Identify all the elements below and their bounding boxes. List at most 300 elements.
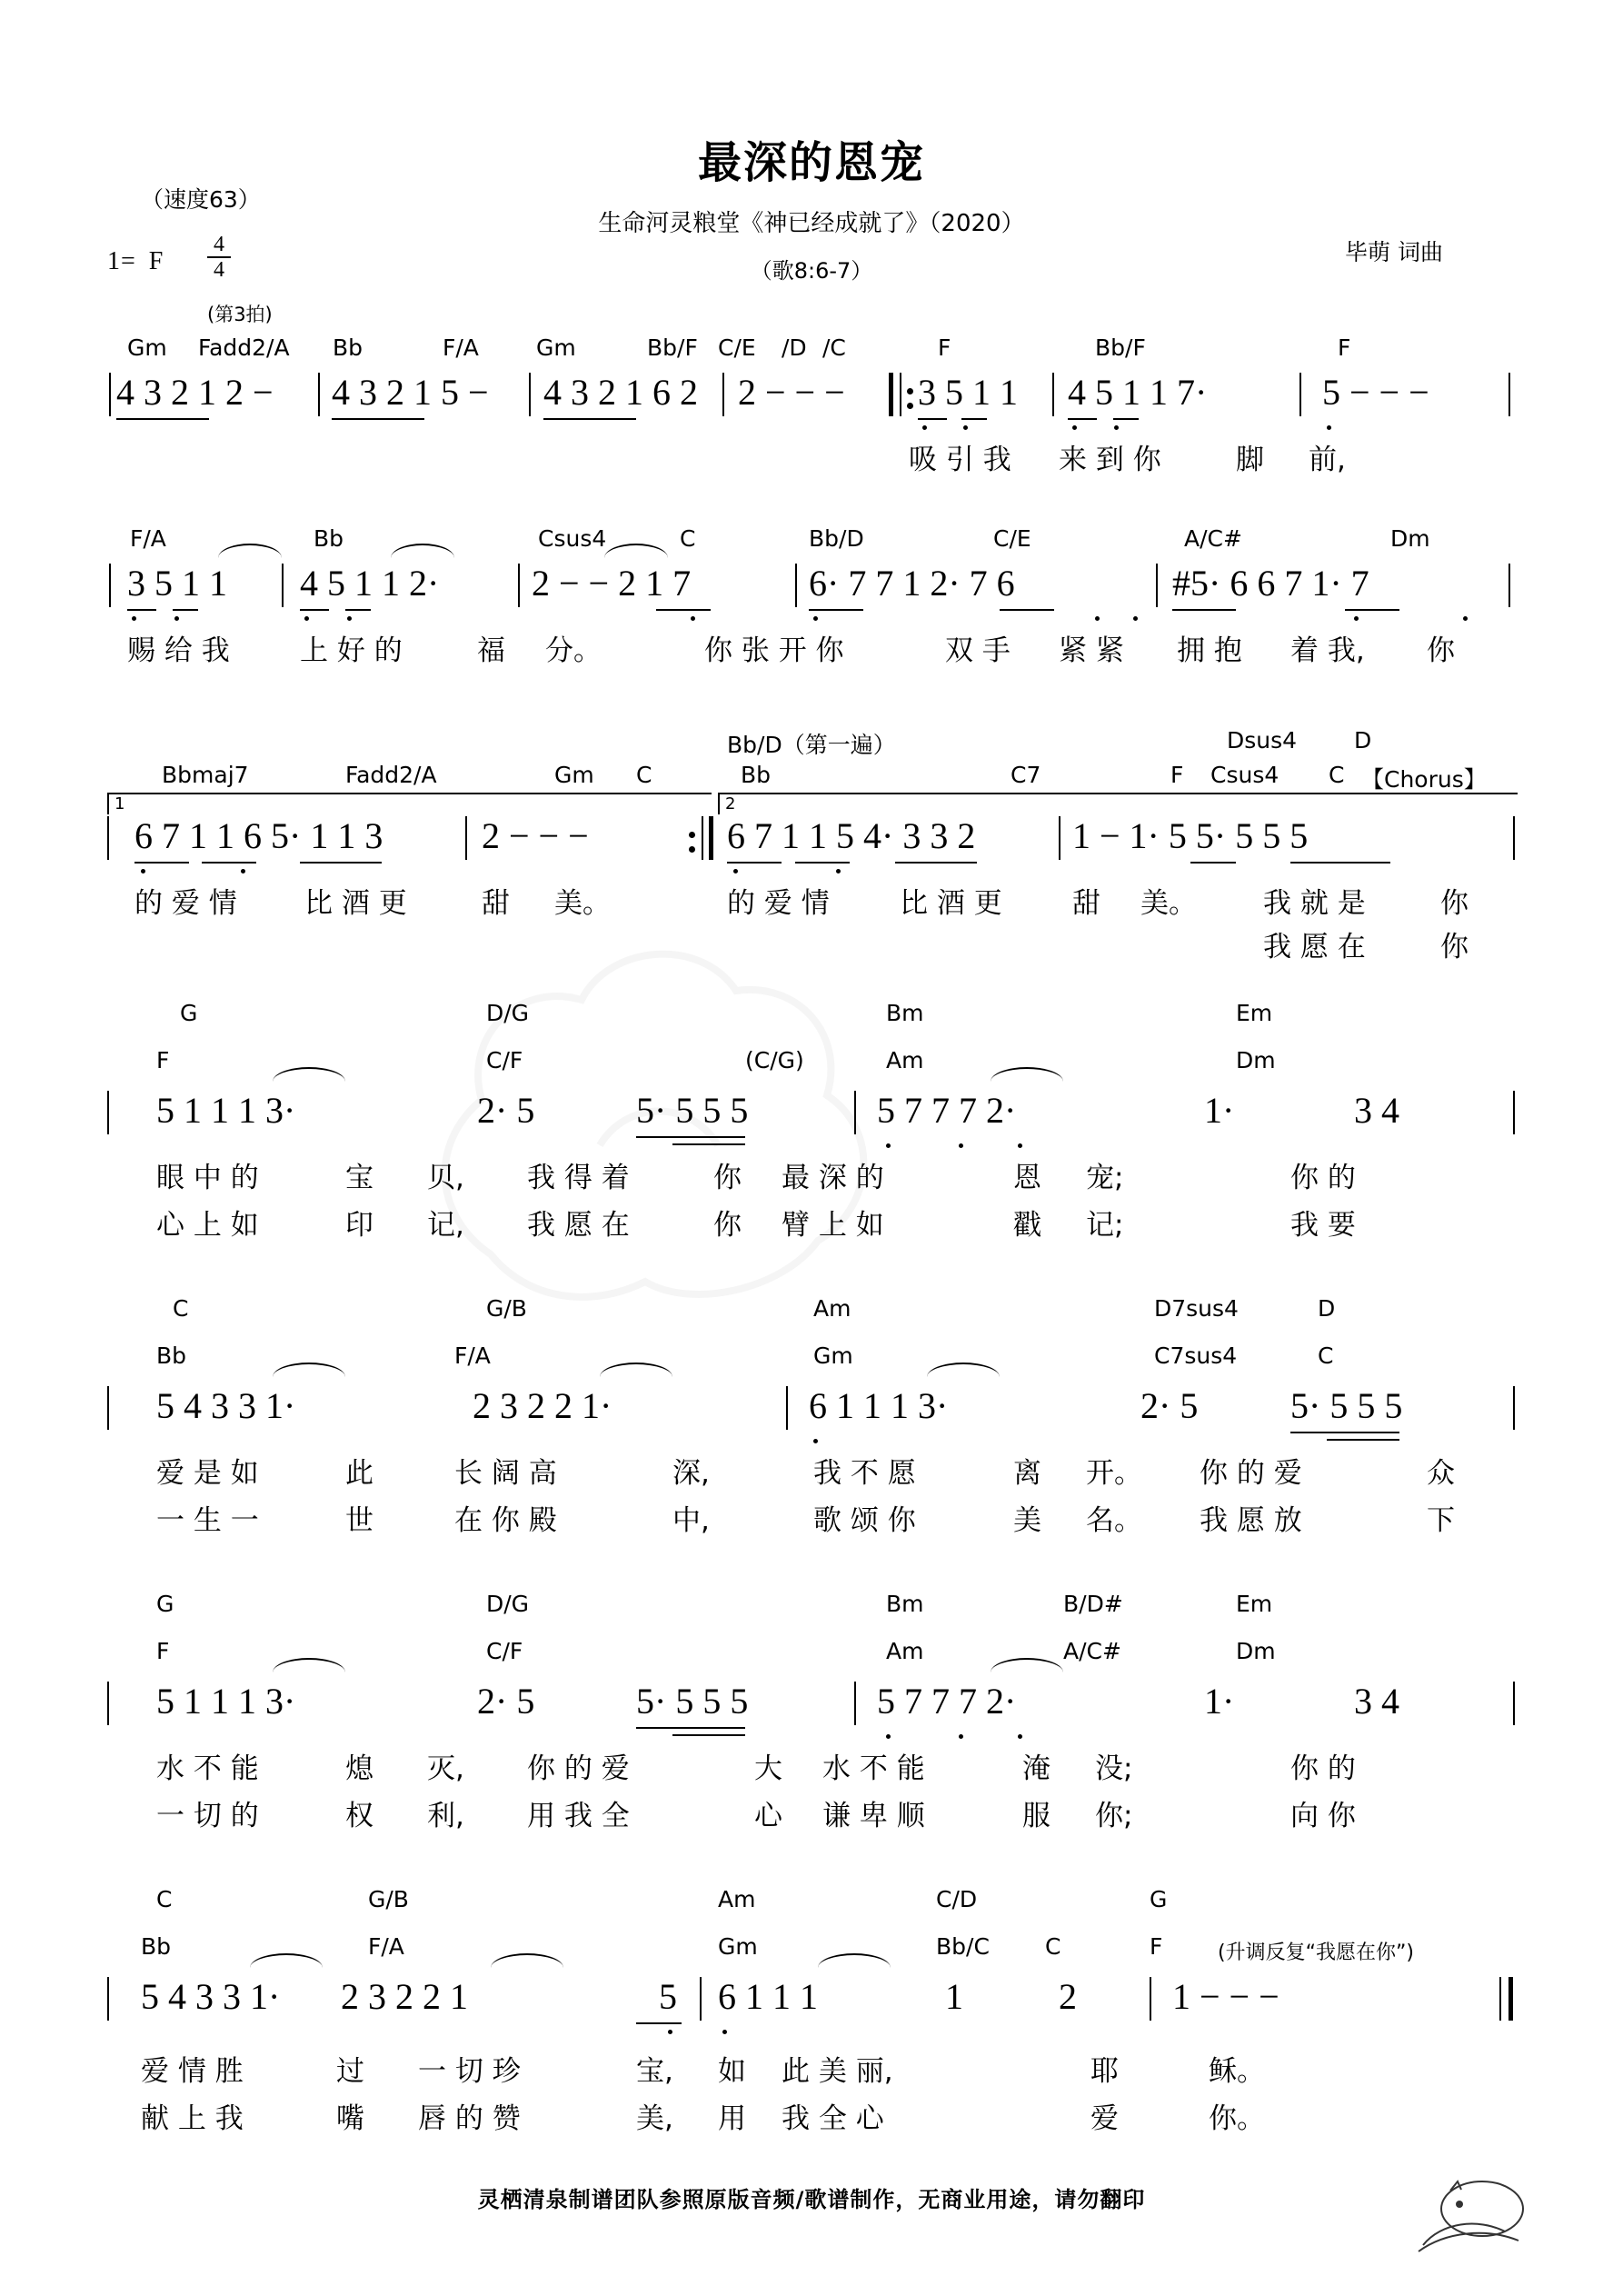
meter-denominator: 4 (214, 258, 224, 282)
chord: Csus4 (1210, 762, 1279, 788)
note-group: 5 1 1 1 3· (156, 1090, 296, 1131)
lyric: 恩 (1013, 1162, 1041, 1194)
lyric: 贝, (427, 1162, 464, 1194)
lyric-row (0, 436, 1623, 480)
note-group: 2 − − 2 1 7 (532, 563, 692, 604)
lyric: 水 不 能 (822, 1752, 925, 1785)
lyric: 我 愿 放 (1200, 1504, 1302, 1537)
chord: /D (782, 334, 807, 361)
lyric: 甜 (482, 887, 510, 920)
slur (273, 1067, 345, 1082)
lyric-row-2 (0, 1202, 1623, 1245)
beam (173, 609, 198, 611)
chord: F (156, 1638, 170, 1664)
note-group: 5 1 1 1 3· (156, 1681, 296, 1722)
slur (250, 1953, 323, 1968)
footer-credit: 灵栖清泉制谱团队参照原版音频/歌谱制作，无商业用途，请勿翻印 (477, 2187, 1146, 2212)
barline (318, 373, 320, 416)
barline (282, 564, 284, 607)
lyric: 没; (1095, 1752, 1133, 1785)
beam (332, 418, 424, 420)
chord: B/D# (1063, 1591, 1123, 1617)
barline (1299, 373, 1301, 416)
barline (109, 373, 111, 416)
lyric: 美。 (1140, 887, 1197, 920)
beam (672, 1143, 745, 1145)
chord: C/E (993, 525, 1031, 552)
beam (202, 862, 256, 863)
system-1 (0, 334, 1623, 476)
repeat-dots (907, 380, 913, 417)
lyric: 众 (1427, 1457, 1455, 1490)
barline (1059, 816, 1060, 860)
ending-2-tick (718, 793, 720, 814)
lyric: 下 (1427, 1504, 1455, 1537)
note-row (0, 1384, 1623, 1437)
lyric: 赐 给 我 (127, 634, 230, 667)
lyric: 爱 (1090, 2102, 1119, 2135)
chord: C/E (718, 334, 756, 361)
chord: D (1354, 727, 1372, 754)
chord: C (173, 1295, 189, 1322)
lyric: 的 爱 情 (134, 887, 237, 920)
lyric: 世 (345, 1504, 373, 1537)
lyric: 歌 颂 你 (813, 1504, 916, 1537)
chord: G (156, 1591, 174, 1617)
lyric: 拥 抱 (1177, 634, 1242, 667)
repeat-barline (900, 373, 901, 416)
chord: D7sus4 (1154, 1295, 1239, 1322)
lyric-row-1 (0, 1154, 1623, 1198)
lyric: 眼 中 的 (156, 1162, 259, 1194)
chord: /C (822, 334, 846, 361)
beam (656, 609, 711, 611)
note-group: 4 5 1 1 7· (1068, 372, 1208, 413)
beam (636, 1136, 745, 1138)
lyric: 的 爱 情 (727, 887, 830, 920)
lyric: 你 的 爱 (1200, 1457, 1302, 1490)
chord-row-lower (0, 1047, 1623, 1078)
octave-dot (141, 869, 145, 873)
lyric: 比 酒 更 (900, 887, 1002, 920)
octave-dot (886, 1143, 891, 1148)
chord: F/A (130, 525, 166, 552)
octave-dot (886, 1734, 891, 1739)
chord-row-lower (0, 1638, 1623, 1669)
chord: Bb/F (647, 334, 698, 361)
chord: G/B (486, 1295, 527, 1322)
lyric: 你; (1095, 1800, 1133, 1832)
lyric: 记, (427, 1209, 464, 1242)
barline (1513, 1682, 1515, 1725)
chord: F (156, 1047, 170, 1073)
note-group: 3 4 (1354, 1090, 1399, 1131)
lyric: 分。 (545, 634, 602, 667)
lyric: 记; (1086, 1209, 1124, 1242)
chord: Bm (886, 1000, 924, 1026)
barline (786, 1386, 788, 1430)
time-signature (207, 235, 231, 280)
chord: Bb (141, 1933, 172, 1960)
repeat-dots (689, 824, 695, 861)
octave-dot (1463, 616, 1468, 621)
note-row (0, 1680, 1623, 1732)
lyric: 淹 (1022, 1752, 1050, 1785)
ending-2-label: 2 (725, 794, 736, 814)
lyric: 用 我 全 (527, 1800, 630, 1832)
octave-dot (813, 616, 818, 621)
octave-dot (691, 616, 695, 621)
tempo-marking: （速度63） (141, 186, 261, 213)
beam (1327, 1439, 1399, 1441)
slur (600, 1363, 672, 1377)
lyric: 你 (1440, 887, 1469, 920)
octave-dot (722, 2030, 727, 2034)
final-barline (1499, 1977, 1501, 2021)
chord: Bm (886, 1591, 924, 1617)
barline (1513, 1091, 1515, 1134)
lyric: 中, (672, 1504, 710, 1537)
chord: Am (886, 1638, 924, 1664)
beam (1190, 862, 1236, 863)
octave-dot (174, 616, 179, 621)
barline (465, 816, 467, 860)
note-group: 5 4 3 3 1· (156, 1385, 296, 1426)
barline (1156, 564, 1158, 607)
note-group: 1 − − − (1172, 1976, 1279, 2017)
lyric: 比 酒 更 (304, 887, 407, 920)
chord-row (0, 334, 1623, 365)
system-4 (0, 1000, 1623, 1242)
beam (1000, 609, 1054, 611)
slur (218, 544, 282, 558)
chord: Bbmaj7 (162, 762, 249, 788)
lyric: 我 不 愿 (813, 1457, 916, 1490)
note-group: 2 − − − (482, 815, 589, 856)
note-group: 2 (1059, 1976, 1077, 2017)
barline (795, 564, 797, 607)
chord: C/D (936, 1886, 978, 1912)
lyric: 前, (1309, 444, 1346, 476)
lyric: 甜 (1072, 887, 1100, 920)
octave-dot (1133, 616, 1138, 621)
lyric: 如 (718, 2055, 746, 2088)
barline (107, 1977, 109, 2021)
lyric: 印 (345, 1209, 373, 1242)
chord-row (0, 525, 1623, 556)
chord: Csus4 (538, 525, 607, 552)
lyric: 灭, (427, 1752, 464, 1785)
slur (273, 1658, 345, 1672)
barline (722, 373, 724, 416)
note-group: 1· (1204, 1090, 1235, 1131)
lyric: 福 (477, 634, 505, 667)
lyric: 深, (672, 1457, 710, 1490)
repeat-barline (702, 816, 703, 860)
beam (727, 862, 782, 863)
lyric: 耶 (1090, 2055, 1119, 2088)
slur (391, 544, 454, 558)
barline (1052, 373, 1054, 416)
chord: Gm (554, 762, 594, 788)
note-group: 5 4 3 3 1· (141, 1976, 281, 2017)
note-group: 2 − − − (738, 372, 845, 413)
octave-dot (813, 1439, 818, 1443)
octave-dot (959, 1143, 963, 1148)
lyric: 臂 上 如 (782, 1209, 884, 1242)
chord: F (1170, 762, 1184, 788)
beam (636, 1727, 745, 1729)
beam (1113, 418, 1139, 420)
lyric: 紧 紧 (1059, 634, 1124, 667)
chord: C (680, 525, 696, 552)
beam (672, 1734, 745, 1736)
note-row (0, 1089, 1623, 1142)
note-row (0, 814, 1623, 867)
final-barline (1508, 1977, 1513, 2021)
slur (273, 1363, 345, 1377)
octave-dot (132, 616, 136, 621)
lyric: 嘴 (336, 2102, 364, 2135)
chord: Fadd2/A (198, 334, 290, 361)
octave-dot (347, 616, 352, 621)
chorus-marker: 【Chorus】 (1361, 766, 1487, 793)
note-group: 5· 5 5 5 (1290, 1385, 1403, 1426)
chord: Bb/D (809, 525, 864, 552)
chord: C/F (486, 1638, 523, 1664)
ending-1-bracket (107, 793, 712, 794)
beam (134, 862, 189, 863)
note-group: 3 5 1 1 (918, 372, 1018, 413)
lyric: 你 (713, 1209, 742, 1242)
chord: G (180, 1000, 198, 1026)
octave-dot (304, 616, 309, 621)
note-group: 2· 5 (477, 1681, 535, 1722)
note-group: 5· 5 5 5 (636, 1090, 749, 1131)
lyric: 你 张 开 你 (704, 634, 844, 667)
beam (1068, 418, 1097, 420)
note-group: 6 7 1 1 6 5· 1 1 3 (134, 815, 383, 856)
lyric: 来 到 你 (1059, 444, 1161, 476)
lyric: 你 (1427, 634, 1455, 667)
octave-dot (241, 869, 245, 873)
lyric: 稣。 (1209, 2055, 1265, 2088)
note-group: 6 7 1 1 5 4· 3 3 2 (727, 815, 976, 856)
lyric: 你 (713, 1162, 742, 1194)
octave-dot (959, 1734, 963, 1739)
note-row (0, 1975, 1623, 2028)
lyric: 熄 (345, 1752, 373, 1785)
lyric: 服 (1022, 1800, 1050, 1832)
ending-2-bracket (718, 793, 1518, 794)
lyric: 宝 (345, 1162, 373, 1194)
octave-dot (1018, 1734, 1022, 1739)
chord: G (1150, 1886, 1168, 1912)
barline (518, 564, 520, 607)
octave-dot (1354, 616, 1359, 621)
lyric: 谦 卑 顺 (822, 1800, 925, 1832)
barline (1513, 1386, 1515, 1430)
note-group: 5· 5 5 5 (636, 1681, 749, 1722)
beam (795, 862, 850, 863)
beam (809, 609, 863, 611)
system-2 (0, 525, 1623, 667)
barline (854, 1682, 856, 1725)
note-row (0, 562, 1623, 614)
lyric: 心 (754, 1800, 782, 1832)
lyric: 你 的 爱 (527, 1752, 630, 1785)
chord: F (1150, 1933, 1163, 1960)
chord: Fadd2/A (345, 762, 437, 788)
slur (927, 1363, 1000, 1377)
lyric: 水 不 能 (156, 1752, 259, 1785)
chord: F (1338, 334, 1351, 361)
lyric: 你 的 (1290, 1162, 1356, 1194)
slur (818, 1953, 891, 1968)
chord: Bb/C (936, 1933, 990, 1960)
chord: D/G (486, 1000, 530, 1026)
lyric: 吸 引 我 (909, 444, 1011, 476)
chord-row-upper (0, 1295, 1623, 1326)
lyric: 我 要 (1290, 1209, 1356, 1242)
octave-dot (733, 869, 738, 873)
lyric-row-1 (0, 1745, 1623, 1789)
beam (1345, 609, 1399, 611)
lyric-row-2 (0, 923, 1623, 967)
chord: Dsus4 (1227, 727, 1298, 754)
note-row (0, 371, 1623, 424)
lyric: 你 (1440, 931, 1469, 963)
barline (107, 816, 109, 860)
octave-dot (668, 2030, 672, 2034)
chord: A/C# (1063, 1638, 1121, 1664)
lyric: 此 (345, 1457, 373, 1490)
note-group: 1 (945, 1976, 963, 2017)
chord: Gm (718, 1933, 758, 1960)
chord-row-lower (0, 1343, 1623, 1373)
beam (1290, 862, 1390, 863)
lyric: 大 (754, 1752, 782, 1785)
beam (543, 418, 636, 420)
lyric: 利, (427, 1800, 464, 1832)
note-group: 3 5 1 1 (127, 563, 227, 604)
lyric-row-1 (0, 880, 1623, 923)
page-title: 最深的恩宠 (697, 137, 925, 188)
chord-row-upper (0, 1591, 1623, 1622)
repeat-barline (709, 816, 713, 860)
beam (961, 418, 987, 420)
note-group: 2 3 2 2 1· (473, 1385, 612, 1426)
chord: Bb (314, 525, 344, 552)
ending-1-label: 1 (115, 794, 125, 814)
beam (1290, 1432, 1399, 1433)
lyric-row-1 (0, 1450, 1623, 1493)
lyric: 唇 的 赞 (418, 2102, 521, 2135)
lyric: 我 得 着 (527, 1162, 630, 1194)
chord: Dm (1390, 525, 1430, 552)
chord: Gm (813, 1343, 853, 1369)
lyric: 着 我, (1290, 634, 1365, 667)
note-group: 5 7 7 7 2· (877, 1090, 1017, 1131)
publisher-logo-icon (1396, 2168, 1541, 2268)
barline (1513, 816, 1515, 860)
lyric: 用 (718, 2102, 746, 2135)
lyric: 离 (1013, 1457, 1041, 1490)
chord: C (156, 1886, 173, 1912)
note-group: 1· (1204, 1681, 1235, 1722)
beam (1172, 609, 1236, 611)
chord: C7 (1011, 762, 1041, 788)
lyric: 脚 (1236, 444, 1264, 476)
lyric: 我 就 是 (1263, 887, 1366, 920)
octave-dot (1072, 425, 1077, 430)
slur (991, 1067, 1063, 1082)
chord: Bb (156, 1343, 187, 1369)
note-group: 4 5 1 1 2· (300, 563, 440, 604)
chord-row (0, 762, 1623, 793)
slur (491, 1953, 563, 1968)
lyric: 长 阔 高 (454, 1457, 557, 1490)
chord: C/F (486, 1047, 523, 1073)
note-group: 6· 7 7 1 2· 7 6 (809, 563, 1015, 604)
lyric: 一 切 珍 (418, 2055, 521, 2088)
barline (529, 373, 531, 416)
lyric: 权 (345, 1800, 373, 1832)
chord-row-upper (0, 1000, 1623, 1031)
barline (107, 1091, 109, 1134)
ending-1-tick (107, 793, 109, 814)
chord-row-upper (0, 727, 1623, 758)
beam (636, 2022, 682, 2024)
chord: C (636, 762, 652, 788)
beam (345, 609, 371, 611)
lyric: 我 愿 在 (527, 1209, 630, 1242)
lyric: 一 生 一 (156, 1504, 259, 1537)
system-5 (0, 1295, 1623, 1537)
lyric: 宠; (1086, 1162, 1124, 1194)
lyric: 一 切 的 (156, 1800, 259, 1832)
lyric: 美 (1013, 1504, 1041, 1537)
chord: Gm (536, 334, 576, 361)
lyric: 你。 (1209, 2102, 1265, 2135)
lyric: 在 你 殿 (454, 1504, 557, 1537)
key-equals: 1= (107, 247, 136, 275)
chord: Bb/F (1095, 334, 1146, 361)
chord: F/A (368, 1933, 404, 1960)
chord: C (1329, 762, 1345, 788)
beam (127, 609, 156, 611)
note-group: 2 3 2 2 1 (341, 1976, 468, 2017)
barline (107, 1682, 109, 1725)
lyric-row (0, 627, 1623, 671)
octave-dot (1327, 425, 1331, 430)
chord: A/C# (1184, 525, 1242, 552)
note-group: 6 1 1 1 3· (809, 1385, 949, 1426)
lyric: 过 (336, 2055, 364, 2088)
key-signature (107, 247, 163, 276)
note-group: 4 3 2 1 5 − (332, 372, 489, 413)
chord-row-lower (0, 1933, 1623, 1964)
chord: F (938, 334, 951, 361)
note-group: 4 3 2 1 6 2 (543, 372, 698, 413)
chord: G/B (368, 1886, 409, 1912)
octave-dot (836, 869, 841, 873)
lyric: 戳 (1013, 1209, 1041, 1242)
chord: Gm (127, 334, 167, 361)
octave-dot (963, 425, 968, 430)
note-group: 1 − 1· 5 5· 5 5 5 (1072, 815, 1309, 856)
chord: D/G (486, 1591, 530, 1617)
